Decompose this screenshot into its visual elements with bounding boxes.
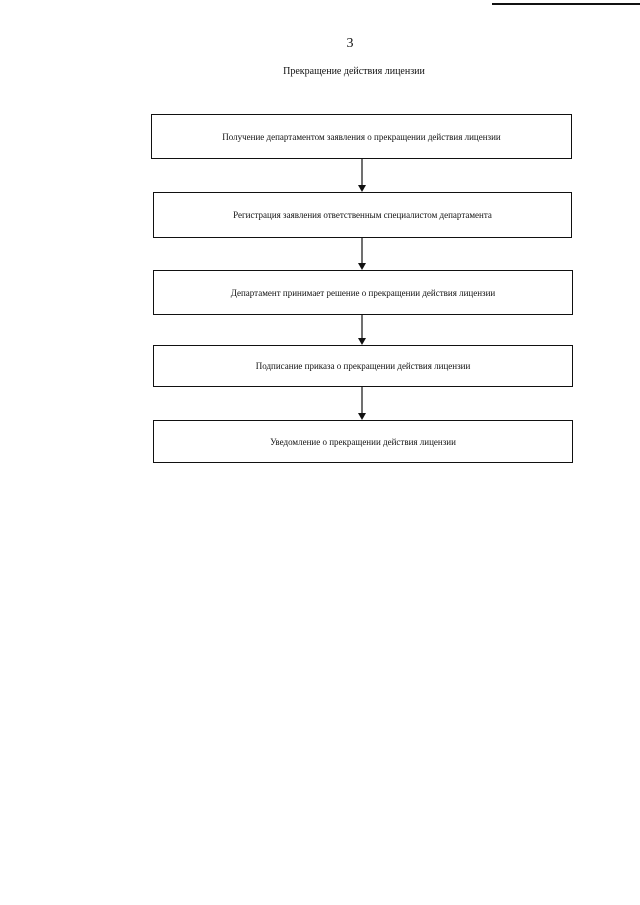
- page-number: 3: [346, 36, 354, 51]
- flow-step-label: Уведомление о прекращении действия лицензии: [270, 436, 456, 447]
- flow-step-label: Департамент принимает решение о прекращении действия лицензии: [230, 287, 496, 298]
- flow-step-label: Получение департаментом заявления о прекращении действия лицензии: [222, 131, 501, 142]
- arrowhead-3: [358, 338, 366, 345]
- document-title: Прекращение действия лицензии: [283, 66, 425, 77]
- arrowhead-4: [358, 413, 366, 420]
- flow-step-label: Регистрация заявления ответственным специалистом департамента: [233, 210, 492, 220]
- flow-step-label: Подписание приказа о прекращении действия лицензии: [255, 361, 471, 371]
- arrowhead-1: [358, 185, 366, 192]
- arrowhead-2: [358, 263, 366, 270]
